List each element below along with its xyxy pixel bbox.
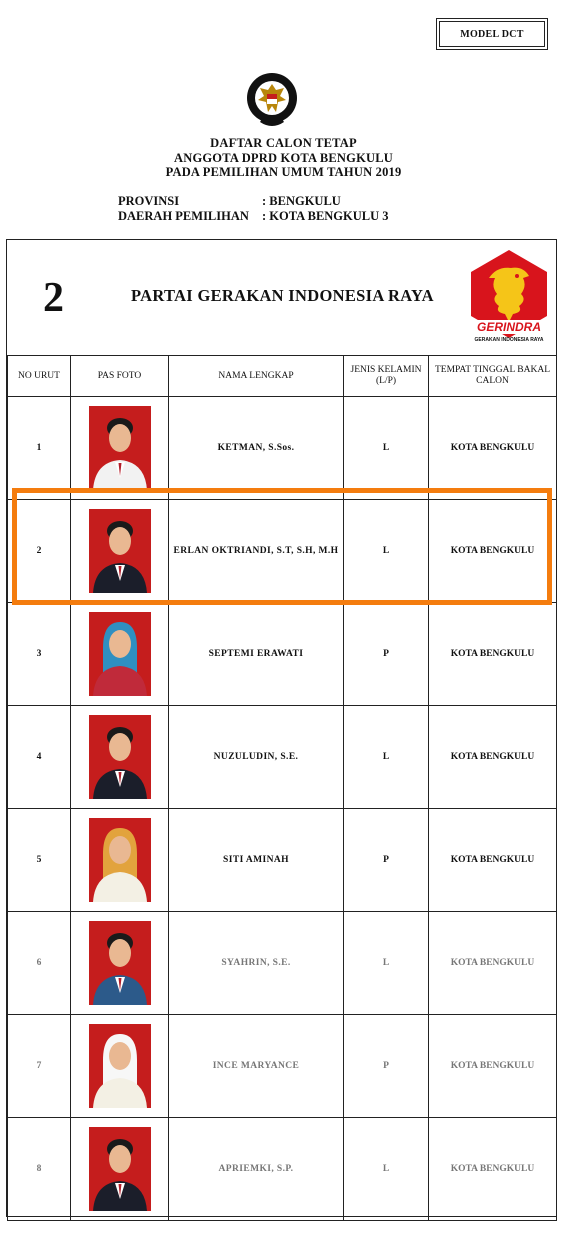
title-line-2: ANGGOTA DPRD KOTA BENGKULU [174, 150, 393, 165]
cell-name: SYAHRIN, S.E. [169, 912, 344, 1015]
election-info [118, 194, 389, 223]
cell-residence: KOTA BENGKULU [429, 706, 557, 809]
cell-name: INCE MARYANCE [169, 1015, 344, 1118]
table-row [8, 809, 557, 912]
cell-name: ERLAN OKTRIANDI, S.T, S.H, M.H [169, 500, 344, 603]
cell-name: SEPTEMI ERAWATI [169, 603, 344, 706]
cell-residence: KOTA BENGKULU [429, 1118, 557, 1221]
party-number: 2 [43, 275, 64, 321]
cell-name: APRIEMKI, S.P. [169, 1118, 344, 1221]
dapil-value: : KOTA BENGKULU 3 [262, 208, 389, 223]
candidate-rows [8, 397, 557, 1221]
candidate-table [7, 355, 557, 1221]
candidate-sheet [6, 239, 557, 1217]
cell-no: 1 [8, 397, 71, 500]
provinsi-value: : BENGKULU [262, 194, 341, 208]
gerindra-logo-text: GERINDRA [476, 320, 542, 334]
candidate-photo [89, 715, 151, 799]
cell-photo [71, 809, 169, 912]
col-gender: JENIS KELAMIN (L/P) [344, 356, 429, 397]
cell-photo [71, 397, 169, 500]
provinsi-label: PROVINSI [118, 194, 180, 208]
cell-no: 5 [8, 809, 71, 912]
cell-photo [71, 1118, 169, 1221]
gerindra-logo-subtext: GERAKAN INDONESIA RAYA [474, 337, 544, 343]
cell-gender: P [344, 809, 429, 912]
table-header-row [8, 356, 557, 397]
cell-residence: KOTA BENGKULU [429, 809, 557, 912]
cell-residence: KOTA BENGKULU [429, 500, 557, 603]
table-row [8, 1118, 557, 1221]
cell-photo [71, 500, 169, 603]
dapil-label: DAERAH PEMILIHAN [118, 208, 249, 223]
table-row [8, 500, 557, 603]
cell-no: 4 [8, 706, 71, 809]
model-label: MODEL DCT [460, 28, 524, 40]
candidate-photo [89, 1127, 151, 1211]
table-row [8, 1015, 557, 1118]
cell-name: KETMAN, S.Sos. [169, 397, 344, 500]
candidate-photo [89, 406, 151, 490]
title-line-1: DAFTAR CALON TETAP [210, 136, 357, 150]
cell-residence: KOTA BENGKULU [429, 1015, 557, 1118]
model-label-box [436, 18, 548, 50]
table-row [8, 706, 557, 809]
cell-no: 7 [8, 1015, 71, 1118]
cell-name: SITI AMINAH [169, 809, 344, 912]
table-row [8, 912, 557, 1015]
cell-gender: L [344, 500, 429, 603]
party-name: PARTAI GERAKAN INDONESIA RAYA [131, 286, 434, 305]
cell-gender: L [344, 397, 429, 500]
col-name: NAMA LENGKAP [169, 356, 344, 397]
cell-no: 6 [8, 912, 71, 1015]
gerindra-garuda-logo-icon [467, 248, 551, 344]
col-no: NO URUT [8, 356, 71, 397]
candidate-photo [89, 921, 151, 1005]
col-residence: TEMPAT TINGGAL BAKAL CALON [429, 356, 557, 397]
cell-residence: KOTA BENGKULU [429, 397, 557, 500]
col-photo: PAS FOTO [71, 356, 169, 397]
cell-no: 2 [8, 500, 71, 603]
cell-gender: L [344, 1118, 429, 1221]
document-title [0, 136, 567, 180]
table-row [8, 603, 557, 706]
cell-gender: P [344, 1015, 429, 1118]
cell-photo [71, 1015, 169, 1118]
candidate-photo [89, 1024, 151, 1108]
candidate-photo [89, 612, 151, 696]
cell-no: 3 [8, 603, 71, 706]
cell-no: 8 [8, 1118, 71, 1221]
kpu-garuda-logo-icon [246, 70, 298, 130]
candidate-photo [89, 818, 151, 902]
cell-residence: KOTA BENGKULU [429, 603, 557, 706]
cell-photo [71, 603, 169, 706]
cell-photo [71, 912, 169, 1015]
cell-gender: L [344, 912, 429, 1015]
table-row [8, 397, 557, 500]
title-line-3: PADA PEMILIHAN UMUM TAHUN 2019 [165, 165, 402, 179]
candidate-photo [89, 509, 151, 593]
cell-photo [71, 706, 169, 809]
cell-gender: P [344, 603, 429, 706]
party-header [7, 240, 556, 356]
cell-gender: L [344, 706, 429, 809]
cell-name: NUZULUDIN, S.E. [169, 706, 344, 809]
cell-residence: KOTA BENGKULU [429, 912, 557, 1015]
